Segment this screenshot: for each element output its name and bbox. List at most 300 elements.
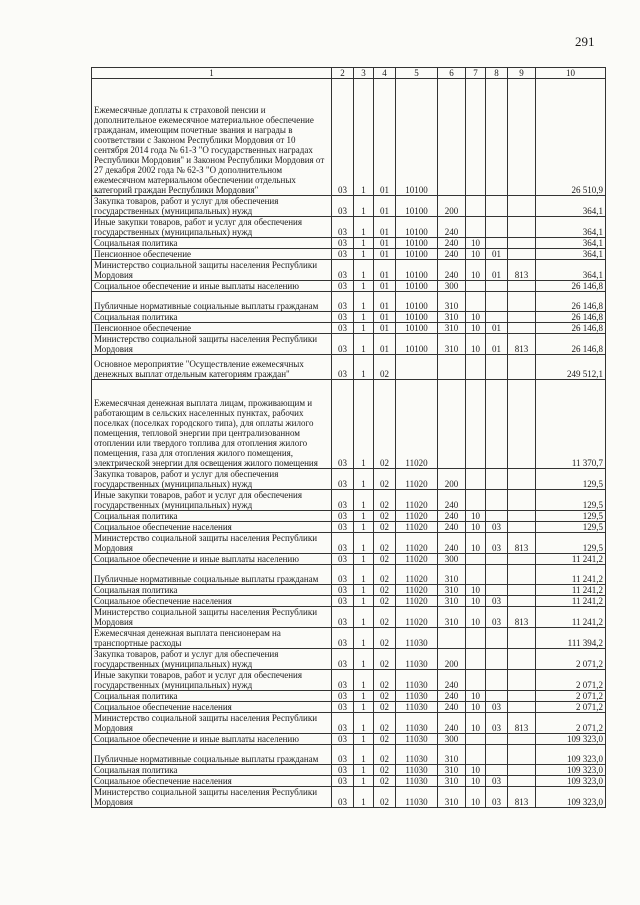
table-cell-code: 1 (354, 281, 374, 292)
table-cell-code (486, 281, 508, 292)
table-cell-code: 10 (466, 260, 486, 281)
table-row (92, 585, 606, 596)
table-cell-name: Министерство социальной защиты населения Республики Мордовия (92, 334, 332, 355)
table-cell-code (466, 565, 486, 585)
table-cell-amount: 26 146,8 (536, 281, 606, 292)
table-cell-code: 03 (486, 713, 508, 734)
table-cell-code: 1 (354, 787, 374, 808)
table-cell-code: 03 (332, 596, 354, 607)
table-cell-code: 813 (508, 713, 536, 734)
table-cell-code: 11020 (396, 585, 438, 596)
table-cell-code: 02 (374, 649, 396, 670)
table-cell-code: 03 (332, 490, 354, 511)
table-cell-code (508, 596, 536, 607)
table-cell-code: 03 (332, 702, 354, 713)
table-cell-code: 310 (438, 776, 466, 787)
table-row (92, 533, 606, 554)
table-cell-code: 310 (438, 312, 466, 323)
table-cell-code: 03 (332, 260, 354, 281)
table-cell-code (466, 469, 486, 490)
table-cell-code: 02 (374, 765, 396, 776)
table-cell-code: 03 (486, 522, 508, 533)
table-cell-code (508, 554, 536, 565)
page-number: 291 (575, 34, 595, 49)
table-cell-name: Социальное обеспечение и иные выплаты населению (92, 734, 332, 745)
table-row (92, 565, 606, 585)
table-row (92, 713, 606, 734)
table-cell-code: 240 (438, 702, 466, 713)
table-row (92, 323, 606, 334)
table-cell-code (486, 745, 508, 765)
table-cell-name: Социальная политика (92, 585, 332, 596)
table-cell-code (508, 238, 536, 249)
table-row (92, 260, 606, 281)
table-row (92, 334, 606, 355)
table-cell-code: 03 (332, 691, 354, 702)
table-cell-amount: 2 071,2 (536, 702, 606, 713)
table-cell-code: 300 (438, 554, 466, 565)
table-cell-code: 310 (438, 585, 466, 596)
table-cell-code: 11030 (396, 745, 438, 765)
table-cell-code: 10100 (396, 292, 438, 312)
column-header: 4 (374, 68, 396, 79)
table-row (92, 554, 606, 565)
table-cell-code: 10 (466, 776, 486, 787)
table-cell-code: 10100 (396, 79, 438, 196)
table-cell-code (508, 670, 536, 691)
table-cell-amount: 109 323,0 (536, 787, 606, 808)
table-cell-code: 10 (466, 522, 486, 533)
table-cell-code: 240 (438, 490, 466, 511)
table-cell-code (466, 196, 486, 217)
table-cell-code: 03 (332, 238, 354, 249)
table-cell-code (396, 355, 438, 380)
table-cell-amount: 364,1 (536, 249, 606, 260)
table-row (92, 702, 606, 713)
table-cell-code (486, 511, 508, 522)
table-cell-code (508, 691, 536, 702)
table-cell-name: Публичные нормативные социальные выплаты гражданам (92, 745, 332, 765)
table-cell-code: 1 (354, 312, 374, 323)
table-cell-code: 300 (438, 734, 466, 745)
table-cell-code (508, 565, 536, 585)
table-cell-code (486, 380, 508, 469)
table-cell-name: Министерство социальной защиты населения Республики Мордовия (92, 260, 332, 281)
table-cell-code: 10 (466, 238, 486, 249)
table-cell-code: 03 (332, 196, 354, 217)
table-cell-name: Ежемесячные доплаты к страховой пенсии и дополнительное ежемесячное материальное обеспечение гражданам, имеющим почетные звания и награды в соответствии с Законом Республики Мордовия от 10 сентября 2014 года № 61-З "О государственных наградах Республики Мордовия" и Законом Республики Мордовия от 27 декабря 2002 года № 62-З "О дополнительном ежемесячном материальном обеспечении отдельных категорий граждан Республики Мордовия" (92, 79, 332, 196)
table-cell-code: 1 (354, 734, 374, 745)
table-cell-code (508, 511, 536, 522)
table-cell-code: 01 (486, 249, 508, 260)
table-cell-code: 10100 (396, 249, 438, 260)
table-cell-code: 240 (438, 511, 466, 522)
table-cell-amount: 11 241,2 (536, 554, 606, 565)
table-cell-code (508, 734, 536, 745)
table-cell-code (466, 670, 486, 691)
table-cell-code: 03 (332, 292, 354, 312)
table-cell-amount: 109 323,0 (536, 734, 606, 745)
table-cell-code: 03 (332, 355, 354, 380)
table-row (92, 292, 606, 312)
table-cell-code: 310 (438, 607, 466, 628)
table-cell-amount: 26 146,8 (536, 323, 606, 334)
table-cell-code: 1 (354, 585, 374, 596)
table-cell-code: 03 (486, 776, 508, 787)
column-header: 9 (508, 68, 536, 79)
table-cell-code: 01 (486, 334, 508, 355)
table-cell-code (508, 702, 536, 713)
table-cell-amount: 129,5 (536, 522, 606, 533)
table-row (92, 79, 606, 196)
table-cell-code: 03 (332, 607, 354, 628)
table-cell-code: 02 (374, 380, 396, 469)
table-cell-name: Социальное обеспечение и иные выплаты населению (92, 554, 332, 565)
table-cell-amount: 26 146,8 (536, 312, 606, 323)
table-cell-code (508, 522, 536, 533)
table-cell-code: 1 (354, 217, 374, 238)
column-header: 6 (438, 68, 466, 79)
table-cell-code: 11030 (396, 628, 438, 649)
table-cell-code: 310 (438, 292, 466, 312)
table-cell-code: 11030 (396, 734, 438, 745)
table-cell-name: Министерство социальной защиты населения Республики Мордовия (92, 533, 332, 554)
table-cell-code: 1 (354, 238, 374, 249)
table-cell-code (466, 649, 486, 670)
table-cell-code: 02 (374, 691, 396, 702)
table-cell-code: 10 (466, 511, 486, 522)
column-header: 5 (396, 68, 438, 79)
table-cell-amount: 364,1 (536, 238, 606, 249)
table-cell-code: 11020 (396, 565, 438, 585)
table-cell-code: 1 (354, 765, 374, 776)
table-cell-code (508, 765, 536, 776)
table-cell-code: 1 (354, 355, 374, 380)
table-cell-code: 03 (332, 79, 354, 196)
table-cell-code (466, 217, 486, 238)
table-row (92, 607, 606, 628)
table-cell-code: 1 (354, 702, 374, 713)
table-cell-code: 03 (486, 787, 508, 808)
table-cell-code: 813 (508, 260, 536, 281)
table-cell-code: 10100 (396, 196, 438, 217)
table-cell-code: 1 (354, 196, 374, 217)
table-cell-amount: 26 146,8 (536, 334, 606, 355)
table-cell-code: 813 (508, 607, 536, 628)
table-cell-code: 1 (354, 670, 374, 691)
table-cell-code: 1 (354, 628, 374, 649)
table-cell-code (438, 355, 466, 380)
table-cell-code (486, 628, 508, 649)
table-cell-code: 240 (438, 217, 466, 238)
table-cell-amount: 11 370,7 (536, 380, 606, 469)
table-cell-code: 03 (332, 380, 354, 469)
table-cell-code (486, 292, 508, 312)
table-cell-name: Социальная политика (92, 312, 332, 323)
table-cell-code (438, 79, 466, 196)
table-cell-code (466, 292, 486, 312)
table-cell-code: 300 (438, 281, 466, 292)
table-cell-code (466, 490, 486, 511)
table-row (92, 196, 606, 217)
table-cell-code: 200 (438, 649, 466, 670)
table-row (92, 691, 606, 702)
table-cell-code: 01 (374, 281, 396, 292)
table-cell-code (466, 554, 486, 565)
table-row (92, 776, 606, 787)
table-cell-code (466, 734, 486, 745)
table-cell-code: 03 (332, 565, 354, 585)
table-cell-code: 01 (486, 323, 508, 334)
table-row (92, 490, 606, 511)
table-cell-code (508, 469, 536, 490)
table-cell-code: 11030 (396, 765, 438, 776)
table-row (92, 217, 606, 238)
table-cell-code: 10100 (396, 323, 438, 334)
table-cell-code: 03 (332, 649, 354, 670)
table-cell-code: 813 (508, 533, 536, 554)
table-cell-code: 02 (374, 670, 396, 691)
table-row (92, 238, 606, 249)
table-cell-code: 240 (438, 249, 466, 260)
table-cell-code: 240 (438, 260, 466, 281)
table-cell-code: 10100 (396, 334, 438, 355)
table-cell-code (466, 355, 486, 380)
table-cell-amount: 11 241,2 (536, 565, 606, 585)
table-cell-name: Министерство социальной защиты населения Республики Мордовия (92, 713, 332, 734)
table-cell-code: 1 (354, 745, 374, 765)
table-cell-code: 10 (466, 249, 486, 260)
table-cell-code: 01 (374, 312, 396, 323)
table-cell-code: 02 (374, 702, 396, 713)
table-cell-code: 1 (354, 380, 374, 469)
table-cell-code: 03 (332, 249, 354, 260)
table-cell-code (508, 217, 536, 238)
table-cell-code: 1 (354, 469, 374, 490)
table-cell-code: 03 (332, 585, 354, 596)
table-cell-code: 01 (374, 323, 396, 334)
table-cell-code (508, 323, 536, 334)
table-row (92, 312, 606, 323)
table-cell-amount: 11 241,2 (536, 585, 606, 596)
table-cell-code: 03 (332, 217, 354, 238)
table-cell-amount: 129,5 (536, 511, 606, 522)
table-cell-amount: 111 394,2 (536, 628, 606, 649)
table-cell-code: 03 (332, 713, 354, 734)
table-cell-code: 10100 (396, 281, 438, 292)
table-cell-code: 03 (332, 776, 354, 787)
table-cell-amount: 26 146,8 (536, 292, 606, 312)
table-cell-amount: 11 241,2 (536, 607, 606, 628)
table-cell-code: 03 (332, 670, 354, 691)
table-cell-code: 1 (354, 554, 374, 565)
table-cell-code: 02 (374, 787, 396, 808)
table-cell-code: 02 (374, 585, 396, 596)
table-cell-code: 03 (332, 334, 354, 355)
table-cell-amount: 129,5 (536, 533, 606, 554)
table-cell-code: 11020 (396, 380, 438, 469)
table-cell-code: 03 (332, 554, 354, 565)
table-cell-code: 1 (354, 649, 374, 670)
table-cell-code: 310 (438, 323, 466, 334)
table-cell-code (508, 380, 536, 469)
table-cell-code: 10 (466, 596, 486, 607)
column-header: 7 (466, 68, 486, 79)
table-cell-code: 02 (374, 490, 396, 511)
table-row (92, 522, 606, 533)
table-cell-code (438, 380, 466, 469)
table-cell-name: Социальная политика (92, 765, 332, 776)
table-cell-code: 10 (466, 533, 486, 554)
table-cell-amount: 364,1 (536, 217, 606, 238)
table-cell-code: 01 (374, 238, 396, 249)
table-cell-code: 11030 (396, 649, 438, 670)
table-cell-code: 03 (486, 702, 508, 713)
table-cell-code: 10 (466, 713, 486, 734)
table-cell-code (466, 745, 486, 765)
table-row (92, 628, 606, 649)
table-cell-code (486, 765, 508, 776)
table-cell-code: 240 (438, 713, 466, 734)
table-cell-code (508, 281, 536, 292)
table-cell-code (486, 554, 508, 565)
table-cell-code: 1 (354, 292, 374, 312)
table-cell-code (486, 196, 508, 217)
table-cell-code: 03 (332, 469, 354, 490)
table-cell-code (486, 670, 508, 691)
table-cell-code: 10100 (396, 312, 438, 323)
table-cell-code (486, 490, 508, 511)
table-cell-code: 02 (374, 469, 396, 490)
table-cell-code (486, 355, 508, 380)
table-cell-code: 03 (332, 745, 354, 765)
table-cell-amount: 364,1 (536, 260, 606, 281)
table-cell-name: Закупка товаров, работ и услуг для обеспечения государственных (муниципальных) нужд (92, 649, 332, 670)
table-cell-code: 240 (438, 522, 466, 533)
table-cell-code: 11030 (396, 787, 438, 808)
table-cell-code: 03 (332, 533, 354, 554)
table-cell-code (466, 79, 486, 196)
table-cell-code (466, 380, 486, 469)
table-cell-code: 1 (354, 607, 374, 628)
table-row (92, 765, 606, 776)
table-cell-code: 01 (374, 196, 396, 217)
table-cell-code: 02 (374, 533, 396, 554)
column-header: 2 (332, 68, 354, 79)
table-cell-code: 10 (466, 702, 486, 713)
table-cell-code (508, 776, 536, 787)
table-cell-code (508, 649, 536, 670)
table-cell-code: 1 (354, 79, 374, 196)
table-cell-amount: 364,1 (536, 196, 606, 217)
table-cell-code (438, 628, 466, 649)
table-cell-code: 813 (508, 787, 536, 808)
table-cell-code: 01 (374, 292, 396, 312)
table-cell-code: 1 (354, 596, 374, 607)
table-cell-code: 02 (374, 745, 396, 765)
table-cell-code: 11030 (396, 713, 438, 734)
table-cell-code: 10100 (396, 260, 438, 281)
table-cell-code (486, 691, 508, 702)
table-cell-code: 02 (374, 554, 396, 565)
table-cell-code: 1 (354, 565, 374, 585)
table-cell-code: 310 (438, 565, 466, 585)
table-cell-code: 02 (374, 511, 396, 522)
table-row (92, 281, 606, 292)
table-cell-name: Публичные нормативные социальные выплаты гражданам (92, 292, 332, 312)
table-cell-code: 02 (374, 596, 396, 607)
table-cell-code (508, 355, 536, 380)
table-cell-code: 10 (466, 691, 486, 702)
table-cell-code: 11020 (396, 533, 438, 554)
table-cell-code: 03 (332, 312, 354, 323)
table-cell-name: Социальная политика (92, 238, 332, 249)
table-cell-code: 11020 (396, 490, 438, 511)
table-cell-name: Социальное обеспечение и иные выплаты населению (92, 281, 332, 292)
table-cell-name: Министерство социальной защиты населения Республики Мордовия (92, 787, 332, 808)
table-cell-code: 240 (438, 691, 466, 702)
table-cell-code (508, 249, 536, 260)
table-cell-code: 01 (374, 334, 396, 355)
table-cell-code: 310 (438, 765, 466, 776)
table-cell-code: 10 (466, 312, 486, 323)
table-cell-code (486, 238, 508, 249)
table-cell-code: 03 (332, 281, 354, 292)
column-header: 8 (486, 68, 508, 79)
table-cell-code: 03 (486, 596, 508, 607)
table-cell-code: 1 (354, 249, 374, 260)
table-cell-amount: 2 071,2 (536, 649, 606, 670)
table-cell-name: Закупка товаров, работ и услуг для обеспечения государственных (муниципальных) нужд (92, 196, 332, 217)
table-cell-code: 11020 (396, 596, 438, 607)
table-cell-name: Ежемесячная денежная выплата пенсионерам на транспортные расходы (92, 628, 332, 649)
table-cell-code: 11020 (396, 522, 438, 533)
table-cell-code: 03 (486, 533, 508, 554)
table-cell-name: Ежемесячная денежная выплата лицам, проживающим и работающим в сельских населенных пунктах, рабочих поселках (поселках городского типа), для оплаты жилого помещения, тепловой энергии при централизованном отоплении или твердого топлива для отопления жилого помещения, газа для отопления жилого помещения, электрической энергии для освещения жилого помещения (92, 380, 332, 469)
table-cell-code: 11020 (396, 511, 438, 522)
table-cell-amount: 26 510,9 (536, 79, 606, 196)
table-cell-code: 240 (438, 533, 466, 554)
table-cell-amount: 2 071,2 (536, 670, 606, 691)
table-cell-code (508, 312, 536, 323)
table-cell-code (508, 292, 536, 312)
table-cell-amount: 2 071,2 (536, 713, 606, 734)
table-row (92, 380, 606, 469)
table-cell-code: 02 (374, 734, 396, 745)
table-cell-amount: 109 323,0 (536, 776, 606, 787)
table-cell-code: 11030 (396, 691, 438, 702)
table-cell-code: 11030 (396, 670, 438, 691)
table-cell-code: 02 (374, 713, 396, 734)
table-cell-code (466, 281, 486, 292)
table-cell-code (508, 585, 536, 596)
table-row (92, 249, 606, 260)
table-cell-name: Иные закупки товаров, работ и услуг для обеспечения государственных (муниципальных) нужд (92, 217, 332, 238)
table-cell-code: 10 (466, 607, 486, 628)
table-cell-code: 02 (374, 607, 396, 628)
table-cell-code: 10 (466, 323, 486, 334)
table-cell-code: 1 (354, 490, 374, 511)
table-cell-code: 310 (438, 745, 466, 765)
table-cell-code (508, 490, 536, 511)
table-cell-code: 01 (374, 249, 396, 260)
table-cell-code: 11030 (396, 702, 438, 713)
table-cell-code: 813 (508, 334, 536, 355)
table-cell-amount: 129,5 (536, 490, 606, 511)
table-cell-code: 11020 (396, 554, 438, 565)
table-cell-name: Социальное обеспечение населения (92, 702, 332, 713)
table-row (92, 511, 606, 522)
